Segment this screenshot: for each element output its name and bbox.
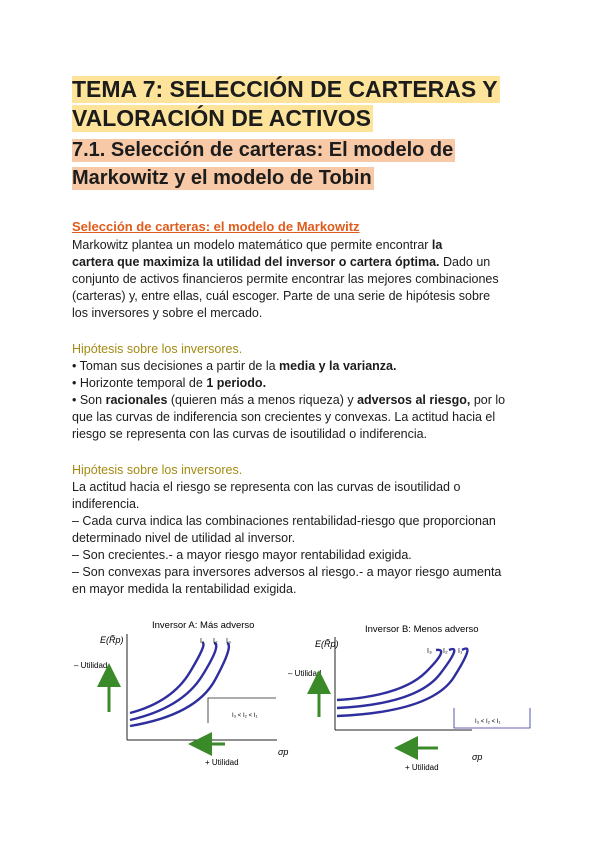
paragraph-line: riesgo se representa con las curvas de isoutilidad o indiferencia.: [72, 427, 428, 441]
title-line-1: TEMA 7: SELECCIÓN DE CARTERAS Y: [72, 76, 498, 102]
paragraph-line: La actitud hacia el riesgo se representa con las curvas de isoutilidad o: [72, 480, 461, 494]
paragraph-line: – Cada curva indica las combinaciones rentabilidad-riesgo que proporcionan: [72, 514, 496, 528]
panel-a-curve-label-3: I₃: [226, 638, 231, 645]
panel-b-x-label: σp: [472, 752, 483, 762]
paragraph-line: indiferencia.: [72, 497, 140, 511]
bullet-item: • Toman sus decisiones a partir de la media y la varianza.: [72, 359, 397, 373]
section-heading-hipotesis-2: Hipótesis sobre los inversores.: [72, 463, 243, 477]
panel-a-title: Inversor A: Más adverso: [152, 620, 255, 631]
panel-b-legend: I₃ < I₂ < I₁: [475, 719, 501, 725]
panel-b-legend-frame: [454, 708, 530, 728]
panel-a-x-label: σp: [278, 747, 289, 757]
paragraph-line: en mayor medida la rentabilidad exigida.: [72, 582, 297, 596]
panel-b-utility-plus: + Utilidad: [405, 763, 439, 772]
paragraph-line: cartera que maximiza la utilidad del inversor o cartera óptima. Dado un: [72, 255, 491, 269]
panel-a-curve-label-2: I₂: [213, 638, 218, 645]
paragraph-line: Markowitz plantea un modelo matemático que permite encontrar la: [72, 238, 443, 252]
panel-b-utility-minus: – Utilidad: [288, 669, 322, 678]
panel-a-curve-label-1: I₁: [200, 638, 205, 645]
bullet-item: • Son racionales (quieren más a menos riqueza) y adversos al riesgo, por lo: [72, 393, 506, 407]
panel-a-legend-frame: [208, 698, 276, 723]
subtitle-line-1: 7.1. Selección de carteras: El modelo de: [72, 139, 454, 161]
panel-a-y-label: E(R̃p): [100, 635, 124, 645]
panel-b-curve-label-2: I₂: [443, 648, 448, 655]
paragraph-line: que las curvas de indiferencia son crecientes y convexas. La actitud hacia el: [72, 410, 496, 424]
panel-a-legend: I₃ < I₂ < I₁: [232, 713, 258, 719]
section-heading-hipotesis: Hipótesis sobre los inversores.: [72, 342, 243, 356]
paragraph-line: los inversores y sobre el mercado.: [72, 306, 263, 320]
panel-a-curve-1: [130, 643, 204, 713]
panel-b-curve-1: [337, 650, 441, 700]
panel-inversor-a: [74, 620, 288, 767]
panel-b-curve-label-1: I₃: [427, 648, 432, 655]
bullet-item: • Horizonte temporal de 1 periodo.: [72, 376, 267, 390]
panel-a-utility-minus: – Utilidad: [74, 661, 108, 670]
paragraph-line: – Son crecientes.- a mayor riesgo mayor rentabilidad exigida.: [72, 548, 412, 562]
paragraph-line: (carteras) y, entre ellas, cuál escoger. Parte de una serie de hipótesis sobre: [72, 289, 491, 303]
panel-a-utility-plus: + Utilidad: [205, 758, 239, 767]
subtitle-line-2: Markowitz y el modelo de Tobin: [72, 167, 372, 189]
section-heading-markowitz: Selección de carteras: el modelo de Markowitz: [72, 219, 360, 234]
paragraph-line: – Son convexas para inversores adversos al riesgo.- a mayor riesgo aumenta: [72, 565, 502, 579]
panel-inversor-b: [288, 624, 530, 772]
indifference-curves-figure: [72, 612, 532, 782]
panel-b-y-label: E(R̃p): [315, 639, 339, 649]
panel-b-curve-label-3: I₁: [458, 648, 463, 655]
title-line-2: VALORACIÓN DE ACTIVOS: [72, 105, 372, 131]
paragraph-line: conjunto de activos financieros permite encontrar las mejores combinaciones: [72, 272, 499, 286]
paragraph-line: determinado nivel de utilidad al inversor.: [72, 531, 296, 545]
panel-b-title: Inversor B: Menos adverso: [365, 624, 479, 635]
